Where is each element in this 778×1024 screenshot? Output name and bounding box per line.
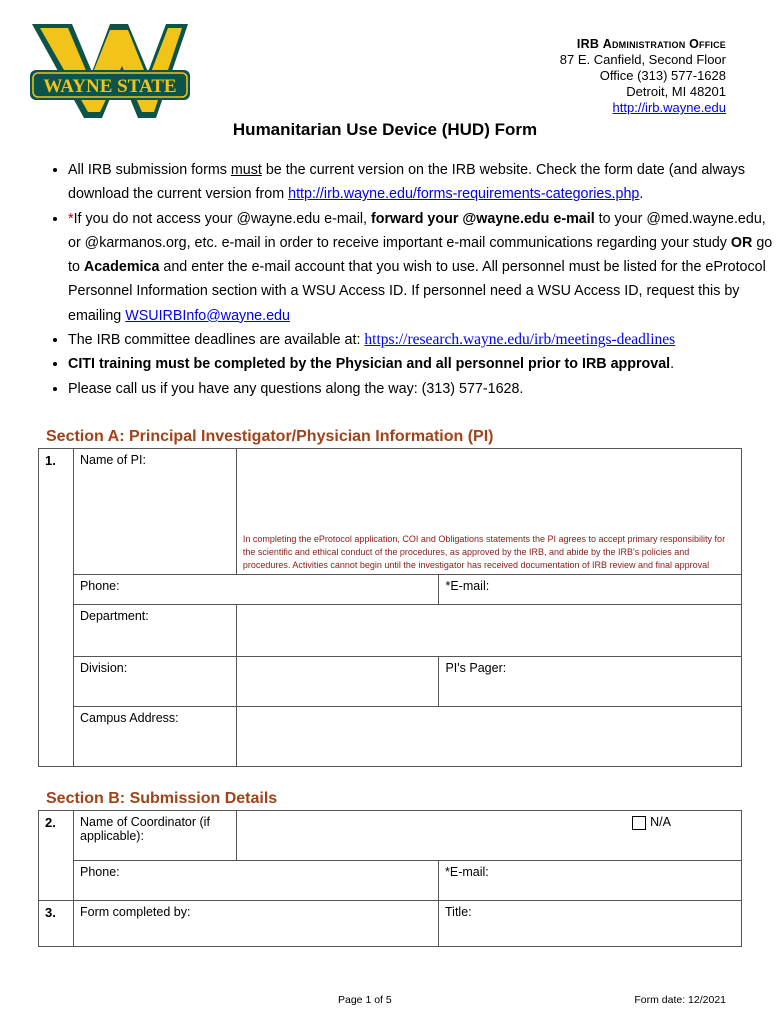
division-field[interactable] xyxy=(236,657,439,707)
form-completed-by-field[interactable] xyxy=(74,901,439,947)
phone-label: Phone: xyxy=(79,579,120,593)
form-date: Form date: 12/2021 xyxy=(634,994,726,1006)
office-address: 87 E. Canfield, Second Floor xyxy=(559,52,726,67)
page-number: Page 1 of 5 xyxy=(338,994,392,1006)
office-name: IRB Administration Office xyxy=(576,37,726,51)
department-field[interactable] xyxy=(236,605,741,657)
section-b-table xyxy=(38,810,742,947)
campus-address-field[interactable] xyxy=(236,707,741,767)
list-item: • All IRB submission forms must be the current version on the IRB website. Check the form date (and always download the current version from http://irb.wayne.edu/forms-requirements-categories.php. xyxy=(68,158,778,207)
pi-email-field[interactable] xyxy=(439,575,742,605)
instructions-list xyxy=(30,158,778,401)
list-item: • The IRB committee deadlines are available at: https://research.wayne.edu/irb/meetings-deadlines xyxy=(68,328,778,352)
section-b-heading: Section B: Submission Details xyxy=(46,790,278,807)
email-label: *E-mail: xyxy=(445,865,489,879)
list-item: • *If you do not access your @wayne.edu e-mail, forward your @wayne.edu e-mail to your @med.wayne.edu, or @karmanos.org, etc. e-mail in order to receive important e-mail communications regarding your study OR go to Academica and enter the e-mail account that you wish to use. All personnel must be listed for the eProtocol Personnel Information section with a WSU Access ID. If personnel need a WSU Access ID, request this by emailing WSUIRBInfo@wayne.edu xyxy=(68,207,778,328)
na-label: N/A xyxy=(650,815,671,829)
section-a-heading: Section A: Principal Investigator/Physician Information (PI) xyxy=(46,428,494,445)
wayne-state-logo xyxy=(30,22,190,122)
list-item: • CITI training must be completed by the Physician and all personnel prior to IRB approval. xyxy=(68,352,778,376)
phone-label: Phone: xyxy=(80,865,120,879)
pi-name-field[interactable] xyxy=(236,449,741,575)
title-field[interactable] xyxy=(439,901,742,947)
item-number: 2. xyxy=(39,811,74,901)
item-number: 1. xyxy=(39,449,74,767)
item-number: 3. xyxy=(39,901,74,947)
na-checkbox[interactable] xyxy=(632,816,646,830)
office-city: Detroit, MI 48201 xyxy=(626,84,726,99)
campus-address-label: Campus Address: xyxy=(73,707,236,767)
department-label: Department: xyxy=(73,605,236,657)
coordinator-label: Name of Coordinator (if applicable): xyxy=(74,811,237,861)
irb-email-link[interactable]: WSUIRBInfo@wayne.edu xyxy=(125,307,290,324)
pi-phone-field[interactable] xyxy=(73,575,438,605)
pi-name-label: Name of PI: xyxy=(73,449,236,575)
pager-label: PI's Pager: xyxy=(445,661,507,675)
title-label: Title: xyxy=(445,905,472,919)
coordinator-field[interactable] xyxy=(237,811,742,861)
deadlines-link[interactable]: https://research.wayne.edu/irb/meetings-deadlines xyxy=(364,331,676,349)
email-label: *E-mail: xyxy=(445,579,490,593)
coordinator-phone-field[interactable] xyxy=(74,861,439,901)
division-label: Division: xyxy=(73,657,236,707)
completed-by-label: Form completed by: xyxy=(80,905,191,919)
form-title: Humanitarian Use Device (HUD) Form xyxy=(232,120,538,139)
forms-link[interactable]: http://irb.wayne.edu/forms-requirements-categories.php xyxy=(288,186,640,203)
coordinator-email-field[interactable] xyxy=(439,861,742,901)
section-a-table xyxy=(38,448,742,767)
logo-text: WAYNE STATE xyxy=(43,76,177,97)
irb-website-link[interactable]: http://irb.wayne.edu xyxy=(612,100,726,115)
pi-pager-field[interactable] xyxy=(439,657,742,707)
office-address-block xyxy=(560,36,726,116)
office-phone: Office (313) 577-1628 xyxy=(599,68,726,83)
list-item: • Please call us if you have any questions along the way: (313) 577-1628. xyxy=(68,377,778,401)
pi-agreement-note: In completing the eProtocol application, COI and Obligations statements the PI agrees to accept primary responsibility for the scientific and ethical conduct of the procedures, as approved by the IRB, and abide by the IRB's policies and procedures. Activities cannot begin until the investigator has received documentation of IRB review and final approval xyxy=(242,534,726,570)
